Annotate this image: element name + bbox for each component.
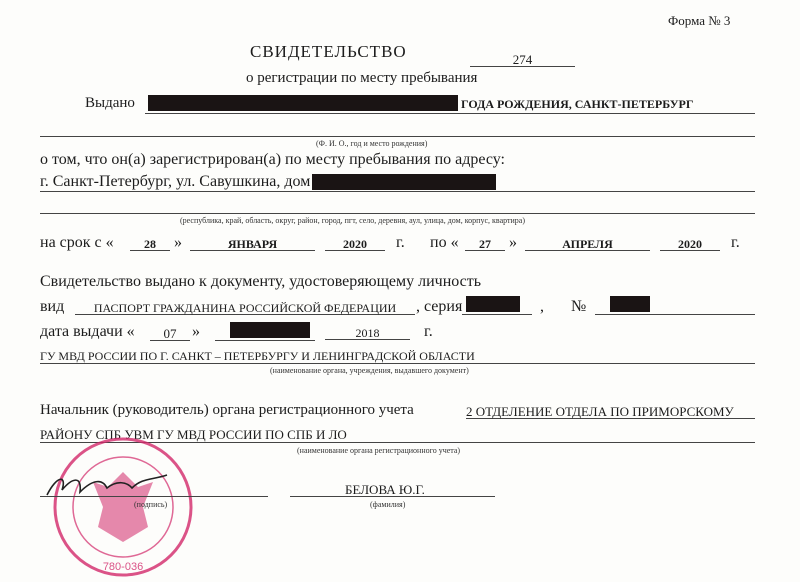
quote-close: » bbox=[192, 323, 200, 340]
caption-org: (наименование органа регистрационного учета) bbox=[297, 446, 461, 455]
redaction-issue-month bbox=[230, 322, 310, 338]
address-line bbox=[40, 191, 755, 192]
issuer-line bbox=[40, 363, 755, 364]
svg-text:780-036: 780-036 bbox=[102, 561, 144, 573]
year-suffix: г. bbox=[731, 234, 740, 251]
doc-comma: , bbox=[540, 298, 544, 315]
period-from-day: 28 bbox=[130, 238, 170, 251]
year-suffix: г. bbox=[396, 234, 405, 251]
form-number: Форма № 3 bbox=[668, 13, 731, 28]
registered-text: о том, что он(а) зарегистрирован(а) по месту пребывания по адресу: bbox=[40, 151, 505, 168]
head-org-line1: 2 ОТДЕЛЕНИЕ ОТДЕЛА ПО ПРИМОРСКОМУ bbox=[466, 405, 755, 419]
issue-date-label: дата выдачи « bbox=[40, 323, 135, 340]
address-row bbox=[40, 174, 496, 190]
redaction-series bbox=[466, 296, 520, 312]
issue-year: 2018 bbox=[325, 327, 410, 340]
period-from-year: 2020 bbox=[325, 238, 385, 251]
period-to-label: по « bbox=[430, 234, 459, 251]
surname: БЕЛОВА Ю.Г. bbox=[345, 482, 425, 497]
address-line-2 bbox=[40, 213, 755, 214]
issued-line bbox=[145, 113, 755, 114]
document-title: СВИДЕТЕЛЬСТВО bbox=[250, 42, 407, 61]
document-text: Свидетельство выдано к документу, удостоверяющему личность bbox=[40, 273, 482, 290]
issuer: ГУ МВД РОССИИ ПО Г. САНКТ – ПЕТЕРБУРГУ И ЛЕНИНГРАДСКОЙ ОБЛАСТИ bbox=[40, 349, 475, 363]
doc-number-label: № bbox=[571, 298, 587, 315]
issued-birth-place: ГОДА РОЖДЕНИЯ, САНКТ-ПЕТЕРБУРГ bbox=[461, 97, 694, 111]
year-suffix: г. bbox=[424, 323, 433, 340]
caption-address: (республика, край, область, округ, район, город, пгт, село, деревня, аул, улица, дом, корпус, квартира) bbox=[180, 216, 526, 225]
redaction-address bbox=[312, 174, 496, 190]
caption-fio: (Ф. И. О., год и место рождения) bbox=[316, 139, 428, 148]
official-stamp bbox=[48, 432, 198, 582]
doc-kind-label: вид bbox=[40, 298, 65, 315]
period-from-label: на срок с « bbox=[40, 234, 114, 251]
issue-month-line bbox=[215, 340, 315, 341]
period-from-month: ЯНВАРЯ bbox=[190, 238, 315, 251]
series-line bbox=[462, 314, 532, 315]
period-to-year: 2020 bbox=[660, 238, 720, 251]
issue-day: 07 bbox=[150, 327, 190, 341]
number-line bbox=[595, 314, 755, 315]
issued-line-2 bbox=[40, 136, 755, 137]
surname-line bbox=[290, 496, 495, 497]
quote-close: » bbox=[174, 234, 182, 251]
address-text: г. Санкт-Петербург, ул. Савушкина, дом bbox=[40, 173, 311, 190]
redaction-number bbox=[610, 296, 650, 312]
redaction-name bbox=[148, 95, 458, 111]
certificate-number: 274 bbox=[470, 53, 575, 67]
head-label: Начальник (руководитель) органа регистрационного учета bbox=[40, 402, 414, 418]
doc-series-label: , серия bbox=[416, 298, 463, 315]
document-subtitle: о регистрации по месту пребывания bbox=[246, 70, 478, 86]
issued-label: Выдано bbox=[85, 95, 135, 111]
caption-surname: (фамилия) bbox=[370, 500, 406, 509]
period-to-day: 27 bbox=[465, 238, 505, 251]
caption-signature: (подпись) bbox=[134, 500, 168, 509]
caption-issuer: (наименование органа, учреждения, выдавшего документ) bbox=[270, 366, 469, 375]
quote-close: » bbox=[509, 234, 517, 251]
signature-line bbox=[40, 496, 268, 497]
doc-kind-value: ПАСПОРТ ГРАЖДАНИНА РОССИЙСКОЙ ФЕДЕРАЦИИ bbox=[75, 302, 415, 315]
period-to-month: АПРЕЛЯ bbox=[525, 238, 650, 251]
head-org-line2: РАЙОНУ СПБ УВМ ГУ МВД РОССИИ ПО СПБ И ЛО bbox=[40, 427, 347, 442]
